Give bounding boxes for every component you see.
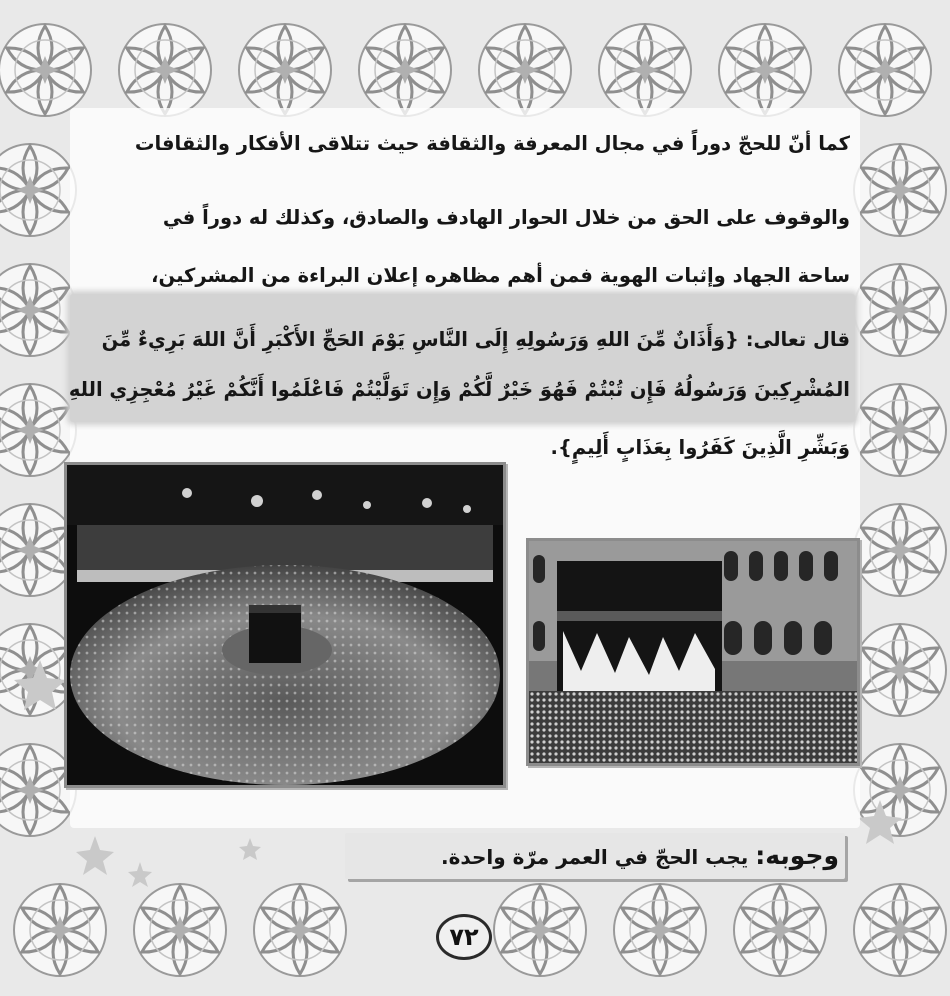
- page-number: ٧٢: [436, 914, 492, 960]
- obligation-note-box: [345, 833, 845, 879]
- quote-line-2: المُشْرِكِينَ وَرَسُولُهُ فَإِن تُبْتُمْ فَهُوَ خَيْرٌ لَّكُمْ وَإِن تَوَلَّيْتُمْ فَاعْلَمُوا أَنَّكُمْ غَيْرُ مُعْجِزِي اللهِ: [68, 378, 850, 401]
- quran-quote-box: [70, 294, 855, 422]
- note-label: وجوبه:: [755, 841, 839, 870]
- note-text: يجب الحجّ في العمر مرّة واحدة.: [441, 845, 756, 869]
- paragraph-line-3: ساحة الجهاد وإثبات الهوية فمن أهم مظاهره إعلان البراءة من المشركين،: [151, 264, 850, 287]
- kaaba-aerial-photo: [64, 462, 506, 788]
- quote-line-1: قال تعالى: {وَأَذَانٌ مِّنَ اللهِ وَرَسُولِهِ إِلَى النَّاسِ يَوْمَ الحَجِّ الأَكْبَرِ أَنَّ اللهَ بَرِيءٌ مِّنَ: [101, 328, 850, 351]
- obligation-note: [441, 833, 839, 880]
- kaaba-closeup-photo: [526, 538, 860, 766]
- quote-line-3: وَبَشِّرِ الَّذِينَ كَفَرُوا بِعَذَابٍ أَلِيمٍ}.: [550, 436, 850, 459]
- paragraph-line-1: كما أنّ للحجّ دوراً في مجال المعرفة والثقافة حيث تتلاقى الأفكار والثقافات: [134, 132, 850, 155]
- paragraph-line-2: والوقوف على الحق من خلال الحوار الهادف والصادق، وكذلك له دوراً في: [162, 206, 850, 229]
